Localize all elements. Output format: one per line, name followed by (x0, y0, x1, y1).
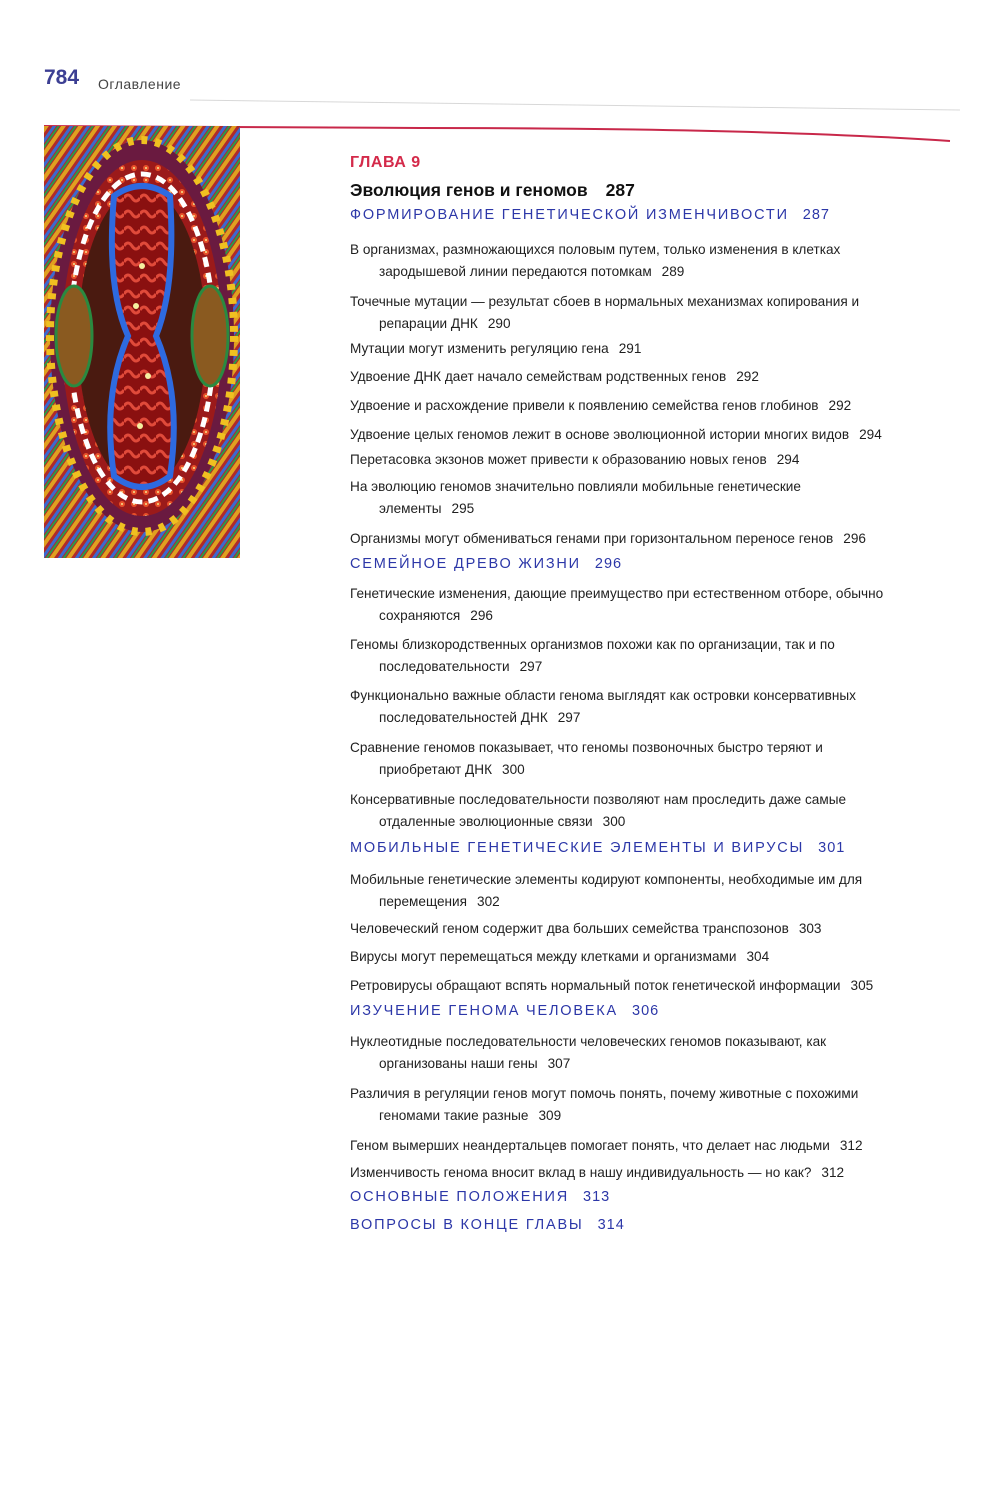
entry-page: 305 (850, 978, 874, 993)
toc-entry[interactable] (350, 1083, 950, 1127)
entry-text: Человеческий геном содержит два больших семейства транспозонов (350, 921, 789, 936)
toc-entry[interactable] (350, 449, 950, 471)
chapter-page: 287 (605, 180, 635, 200)
entry-text: Перетасовка экзонов может привести к образованию новых генов (350, 452, 767, 467)
section-heading[interactable] (350, 1003, 659, 1019)
entry-text: Генетические изменения, дающие преимущество при естественном отборе, обычно (350, 586, 884, 601)
section-heading[interactable] (350, 1217, 625, 1233)
chapter-title[interactable] (350, 180, 635, 201)
toc-entry[interactable] (350, 1031, 950, 1075)
toc-entry[interactable] (350, 239, 950, 283)
entry-page: 296 (843, 531, 866, 546)
toc-entry[interactable] (350, 869, 950, 913)
entry-page: 307 (547, 1056, 571, 1071)
entry-text-cont: организованы наши гены (379, 1056, 538, 1071)
entry-text-cont: репарации ДНК (379, 316, 478, 331)
section-title: МОБИЛЬНЫЕ ГЕНЕТИЧЕСКИЕ ЭЛЕМЕНТЫ И ВИРУСЫ (350, 840, 805, 856)
section-title: СЕМЕЙНОЕ ДРЕВО ЖИЗНИ (350, 556, 581, 572)
section-title: ВОПРОСЫ В КОНЦЕ ГЛАВЫ (350, 1217, 584, 1233)
entry-text: Функционально важные области генома выглядят как островки консервативных (350, 688, 856, 703)
entry-text-cont: приобретают ДНК (379, 762, 493, 777)
entry-text: Вирусы могут перемещаться между клетками и организмами (350, 949, 737, 964)
chapter-label: ГЛАВА 9 (350, 154, 421, 171)
section-title: ФОРМИРОВАНИЕ ГЕНЕТИЧЕСКОЙ ИЗМЕНЧИВОСТИ (350, 207, 789, 223)
entry-text: Мутации могут изменить регуляцию гена (350, 341, 609, 356)
section-page: 306 (632, 1003, 660, 1019)
entry-page: 295 (451, 501, 475, 516)
entry-page: 300 (602, 814, 626, 829)
entry-page: 304 (746, 949, 770, 964)
section-heading[interactable] (350, 556, 622, 572)
section-page: 314 (597, 1217, 625, 1233)
section-page: 287 (802, 207, 830, 223)
entry-text: Консервативные последовательности позволяют нам проследить даже самые (350, 792, 847, 807)
section-heading[interactable] (350, 1189, 610, 1205)
entry-page: 300 (502, 762, 525, 777)
entry-text: Геномы близкородственных организмов похожи как по организации, так и по (350, 637, 835, 652)
toc-entry[interactable] (350, 338, 950, 360)
entry-page: 312 (821, 1165, 845, 1180)
entry-page: 292 (828, 398, 852, 413)
running-title: Оглавление (98, 76, 182, 92)
chapter-artwork (44, 126, 240, 558)
entry-page: 289 (661, 264, 685, 279)
entry-page: 309 (538, 1108, 562, 1123)
entry-text-cont: зародышевой линии передаются потомкам (379, 264, 652, 279)
toc-entry[interactable] (350, 1162, 950, 1184)
entry-text: Удвоение целых геномов лежит в основе эволюционной истории многих видов (350, 427, 850, 442)
toc-entry[interactable] (350, 291, 950, 335)
entry-text-cont: перемещения (379, 894, 468, 909)
toc-entry[interactable] (350, 737, 950, 781)
entry-text: Точечные мутации — результат сбоев в нормальных механизмах копирования и (350, 294, 860, 309)
entry-page: 294 (859, 427, 882, 442)
toc-entry[interactable] (350, 583, 950, 627)
entry-text: Различия в регуляции генов могут помочь понять, почему животные с похожими (350, 1086, 859, 1101)
section-heading[interactable] (350, 840, 845, 856)
entry-text: Сравнение геномов показывает, что геномы позвоночных быстро теряют и (350, 740, 823, 755)
chapter-title-text: Эволюция генов и геномов (350, 180, 588, 200)
entry-page: 297 (557, 710, 581, 725)
toc-entry[interactable] (350, 528, 950, 550)
entry-text: Геном вымерших неандертальцев помогает понять, что делает нас людьми (350, 1138, 830, 1153)
entry-page: 291 (618, 341, 642, 356)
entry-text: Мобильные генетические элементы кодируют компоненты, необходимые им для (350, 872, 863, 887)
entry-page: 297 (519, 659, 543, 674)
entry-text: Удвоение и расхождение привели к появлению семейства генов глобинов (350, 398, 819, 413)
toc-entry[interactable] (350, 918, 950, 940)
toc-entry[interactable] (350, 395, 950, 417)
toc-entry[interactable] (350, 685, 950, 729)
toc-entry[interactable] (350, 946, 950, 968)
entry-page: 302 (477, 894, 500, 909)
toc-entry[interactable] (350, 424, 950, 446)
entry-page: 292 (736, 369, 759, 384)
toc-entry[interactable] (350, 476, 950, 520)
section-title: ОСНОВНЫЕ ПОЛОЖЕНИЯ (350, 1189, 570, 1205)
entry-text: Изменчивость генома вносит вклад в нашу индивидуальность — но как? (350, 1165, 812, 1180)
entry-page: 296 (470, 608, 493, 623)
entry-text-cont: элементы (379, 501, 442, 516)
page-number: 784 (44, 66, 80, 89)
toc-entry[interactable] (350, 975, 950, 997)
toc-entry[interactable] (350, 1135, 950, 1157)
entry-text-cont: геномами такие разные (379, 1108, 529, 1123)
entry-page: 290 (487, 316, 511, 331)
entry-text: Нуклеотидные последовательности человеческих геномов показывают, как (350, 1034, 827, 1049)
toc-entry[interactable] (350, 634, 950, 678)
entry-text: Организмы могут обмениваться генами при горизонтальном переносе генов (350, 531, 834, 546)
entry-page: 312 (839, 1138, 863, 1153)
section-heading[interactable] (350, 207, 830, 223)
entry-text: Ретровирусы обращают вспять нормальный поток генетической информации (350, 978, 841, 993)
entry-text-cont: последовательностей ДНК (379, 710, 548, 725)
toc-entry[interactable] (350, 366, 950, 388)
entry-page: 303 (798, 921, 822, 936)
section-title: ИЗУЧЕНИЕ ГЕНОМА ЧЕЛОВЕКА (350, 1003, 618, 1019)
section-page: 313 (583, 1189, 611, 1205)
entry-text-cont: отдаленные эволюционные связи (379, 814, 593, 829)
entry-text-cont: последовательности (379, 659, 510, 674)
section-page: 301 (818, 840, 846, 856)
entry-text: На эволюцию геномов значительно повлияли мобильные генетические (350, 479, 801, 494)
entry-text: В организмах, размножающихся половым путем, только изменения в клетках (350, 242, 841, 257)
entry-page: 294 (776, 452, 800, 467)
section-page: 296 (594, 556, 623, 572)
toc-entry[interactable] (350, 789, 950, 833)
entry-text-cont: сохраняются (379, 608, 461, 623)
entry-text: Удвоение ДНК дает начало семействам родственных генов (350, 369, 727, 384)
